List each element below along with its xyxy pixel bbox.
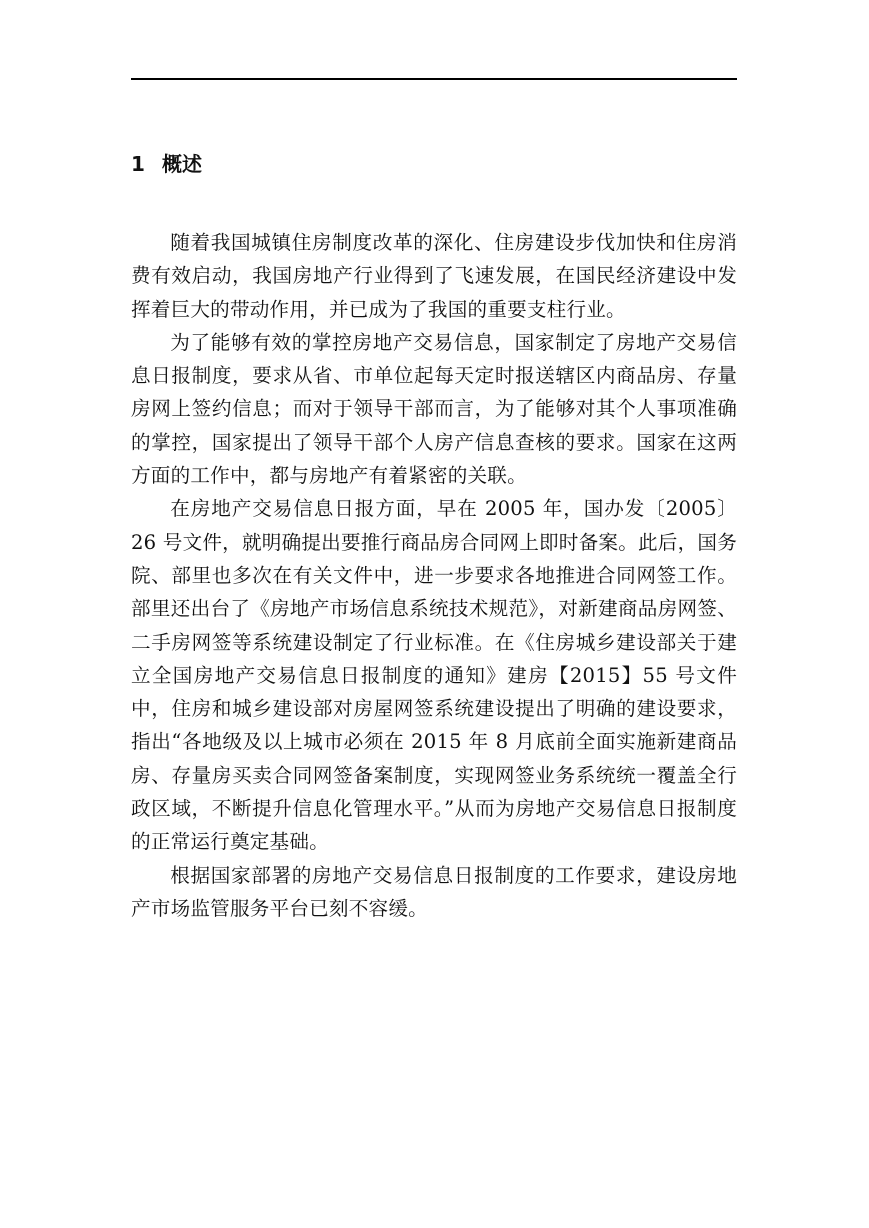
paragraph: 随着我国城镇住房制度改革的深化、住房建设步伐加快和住房消费有效启动，我国房地产行业得到了飞速发展，在国民经济建设中发挥着巨大的带动作用，并已成为了我国的重要支柱行业。 (131, 231, 737, 321)
body-text (131, 226, 737, 925)
paragraph: 为了能够有效的掌控房地产交易信息，国家制定了房地产交易信息日报制度，要求从省、市单位起每天定时报送辖区内商品房、存量房网上签约信息；而对于领导干部而言，为了能够对其个人事项准确的掌控，国家提出了领导干部个人房产信息查核的要求。国家在这两方面的工作中，都与房地产有着紧密的关联。 (131, 330, 737, 488)
section-number: 1 (131, 152, 145, 176)
section-title: 概述 (162, 152, 202, 176)
paragraph: 根据国家部署的房地产交易信息日报制度的工作要求，建设房地产市场监管服务平台已刻不容缓。 (131, 863, 737, 920)
header-rule (131, 78, 737, 80)
paragraph: 在房地产交易信息日报方面，早在 2005 年，国办发〔2005〕26 号文件，就明确提出要推行商品房合同网上即时备案。此后，国务院、部里也多次在有关文件中，进一步要求各地推进合同网签工作。部里还出台了《房地产市场信息系统技术规范》，对新建商品房网签、二手房网签等系统建设制定了行业标准。在《住房城乡建设部关于建立全国房地产交易信息日报制度的通知》建房【2015】55 号文件中，住房和城乡建设部对房屋网签系统建设提出了明确的建设要求，指出“各地级及以上城市必须在 2015 年 8 月底前全面实施新建商品房、存量房买卖合同网签备案制度，实现网签业务系统统一覆盖全行政区域，不断提升信息化管理水平。”从而为房地产交易信息日报制度的正常运行奠定基础。 (131, 497, 737, 854)
section-heading (131, 150, 202, 178)
